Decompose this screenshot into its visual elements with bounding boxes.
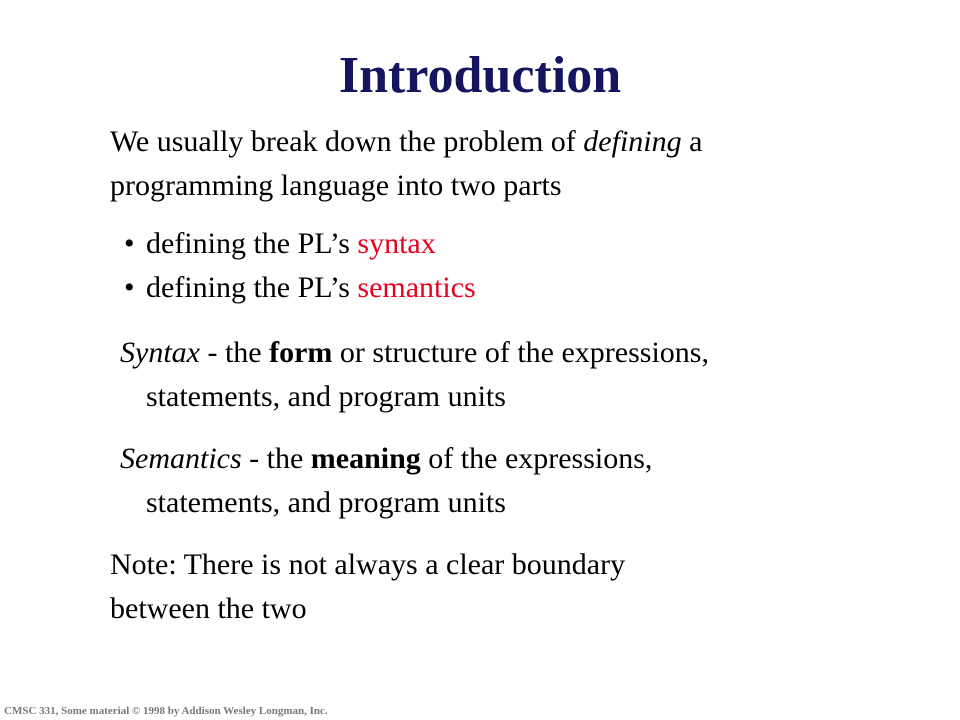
- note-line-1: Note: There is not always a clear boundary: [110, 548, 626, 581]
- semantics-definition-line-2: statements, and program units: [146, 486, 506, 519]
- semantics-text-a: - the: [241, 442, 311, 475]
- list-item: [124, 266, 476, 310]
- bullet-term-syntax: syntax: [357, 227, 436, 260]
- semantics-definition-line-1: [120, 437, 652, 481]
- intro-emphasis: defining: [583, 125, 682, 158]
- intro-line-1-start: We usually break down the problem of: [110, 125, 584, 158]
- syntax-bold-word: form: [269, 336, 333, 369]
- semantics-bold-word: meaning: [310, 442, 421, 475]
- syntax-definition-line-2: statements, and program units: [146, 380, 506, 413]
- syntax-definition: [120, 331, 709, 419]
- bullet-prefix: defining the PL’s: [146, 227, 358, 260]
- intro-line-1: [110, 120, 702, 164]
- note-paragraph: [110, 543, 625, 631]
- bullet-term-semantics: semantics: [357, 271, 476, 304]
- intro-line-2: programming language into two parts: [110, 169, 562, 202]
- bullet-marker: •: [124, 271, 135, 304]
- bullet-list: [124, 222, 476, 310]
- bullet-prefix: defining the PL’s: [146, 271, 358, 304]
- slide-title: Introduction: [338, 47, 622, 104]
- bullet-marker: •: [124, 227, 135, 260]
- syntax-text-a: - the: [199, 336, 270, 369]
- intro-paragraph: [110, 120, 702, 208]
- note-line-2: between the two: [110, 592, 307, 625]
- semantics-definition: [120, 437, 652, 525]
- intro-line-1-end: a: [681, 125, 703, 158]
- syntax-text-b: or structure of the expressions,: [332, 336, 709, 369]
- semantics-text-b: of the expressions,: [420, 442, 653, 475]
- semantics-term: Semantics: [120, 442, 242, 475]
- list-item: [124, 222, 476, 266]
- footer-copyright: CMSC 331, Some material © 1998 by Addison Wesley Longman, Inc.: [4, 705, 328, 717]
- syntax-definition-line-1: [120, 331, 709, 375]
- syntax-term: Syntax: [120, 336, 200, 369]
